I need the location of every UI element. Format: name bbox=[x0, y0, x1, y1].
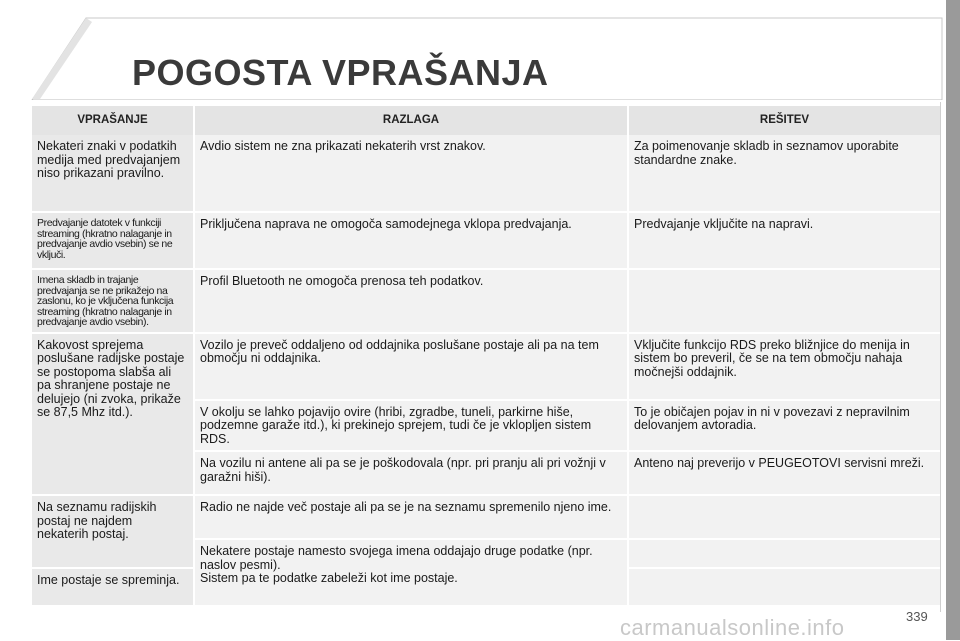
header-question: VPRAŠANJE bbox=[32, 106, 194, 135]
table-row bbox=[32, 333, 940, 400]
page-number: 339 bbox=[906, 609, 928, 624]
question-text: Predvajanje datotek v funkciji streaming (hkratno nalaganje in predvajanje avdio vsebin) se ne vključi. bbox=[37, 217, 173, 261]
solution-cell: Anteno naj preverijo v PEUGEOTOVI servisni mreži. bbox=[628, 451, 940, 495]
solution-cell: To je običajen pojav in ni v povezavi z nepravilnim delovanjem avtoradia. bbox=[628, 400, 940, 452]
solution-cell: Vključite funkcijo RDS preko bližnjice do menija in sistem bo preveril, če se na tem območju nahaja močnejši oddajnik. bbox=[628, 333, 940, 400]
solution-cell bbox=[628, 539, 940, 568]
right-rule bbox=[940, 102, 941, 612]
explanation-cell: Vozilo je preveč oddaljeno od oddajnika poslušane postaje ali pa na tem območju ni oddajnika. bbox=[194, 333, 628, 400]
question-cell: Na seznamu radijskih postaj ne najdem nekaterih postaj. bbox=[32, 495, 194, 568]
table-row bbox=[32, 135, 940, 212]
solution-cell: Predvajanje vključite na napravi. bbox=[628, 212, 940, 269]
question-cell: Ime postaje se spreminja. bbox=[32, 568, 194, 606]
solution-cell bbox=[628, 269, 940, 333]
explanation-text: Nekatere postaje namesto svojega imena oddajajo druge podatke (npr. naslov pesmi). bbox=[200, 544, 593, 572]
header-row bbox=[32, 106, 940, 135]
header-solution: REŠITEV bbox=[628, 106, 940, 135]
header-explanation: RAZLAGA bbox=[194, 106, 628, 135]
question-cell: Nekateri znaki v podatkih medija med predvajanjem niso prikazani pravilno. bbox=[32, 135, 194, 212]
page-title: POGOSTA VPRAŠANJA bbox=[132, 52, 549, 93]
question-cell bbox=[32, 269, 194, 333]
solution-cell: Za poimenovanje skladb in seznamov uporabite standardne znake. bbox=[628, 135, 940, 212]
side-thumb-bar bbox=[946, 0, 960, 640]
table-row bbox=[32, 269, 940, 333]
explanation-cell: V okolju se lahko pojavijo ovire (hribi, zgradbe, tuneli, parkirne hiše, podzemne garaže itd.), ki prekinejo sprejem, tudi če je vklopljen sistem RDS. bbox=[194, 400, 628, 452]
faq-table bbox=[32, 106, 940, 607]
question-cell: Kakovost sprejema poslušane radijske postaje se postopoma slabša ali pa shranjene postaje ne delujejo (ni zvoka, prikaže se 87,5 Mhz itd.). bbox=[32, 333, 194, 496]
table-row bbox=[32, 495, 940, 539]
watermark: carmanualsonline.info bbox=[620, 615, 845, 640]
explanation-cell: Radio ne najde več postaje ali pa se je na seznamu spremenilo njeno ime. bbox=[194, 495, 628, 539]
explanation-text-extra: Sistem pa te podatke zabeleži kot ime postaje. bbox=[200, 571, 458, 585]
question-cell bbox=[32, 212, 194, 269]
solution-cell bbox=[628, 568, 940, 606]
explanation-cell: Priključena naprava ne omogoča samodejnega vklopa predvajanja. bbox=[194, 212, 628, 269]
explanation-cell: Na vozilu ni antene ali pa se je poškodovala (npr. pri pranju ali pri vožnji v garažni hiši). bbox=[194, 451, 628, 495]
table-row bbox=[32, 212, 940, 269]
explanation-cell: Profil Bluetooth ne omogoča prenosa teh podatkov. bbox=[194, 269, 628, 333]
explanation-cell bbox=[194, 539, 628, 606]
explanation-cell: Avdio sistem ne zna prikazati nekaterih vrst znakov. bbox=[194, 135, 628, 212]
question-text: Imena skladb in trajanje predvajanja se ne prikažejo na zaslonu, ko je vključena funkcija streaming (hkratno nalaganje in predvajanje avdio vsebin). bbox=[37, 274, 174, 328]
solution-cell bbox=[628, 495, 940, 539]
